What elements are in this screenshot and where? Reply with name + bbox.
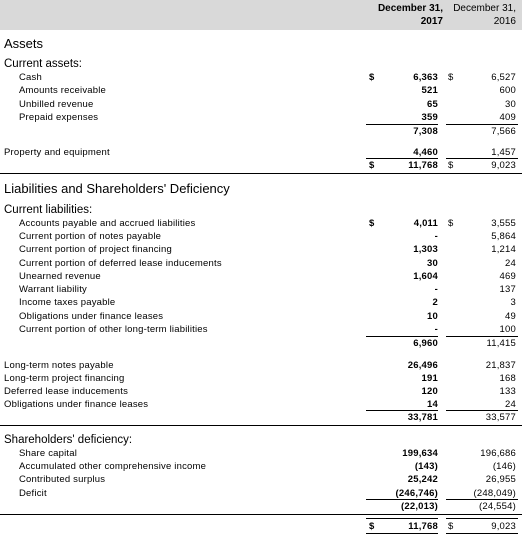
table-row [0,398,522,411]
value-2016: 133 [499,386,516,397]
table-row [0,243,522,256]
table-row [0,372,522,385]
row-label: Long-term notes payable [4,360,114,371]
currency-2016: $ [448,72,454,83]
table-row [0,71,522,84]
table-row [0,270,522,283]
value-2016: 3 [510,297,516,308]
table-row [0,217,522,230]
value-2017: 10 [427,311,438,322]
value-2016: 7,566 [491,126,516,137]
double-underline [446,533,518,534]
table-row [0,98,522,111]
value-2016: 11,415 [486,338,516,349]
value-2016: 168 [499,373,516,384]
row-label: Current portion of notes payable [19,231,162,242]
column-header-2016-line2: 2016 [493,16,516,27]
subtotal-row [0,337,522,350]
value-2016: 100 [499,324,516,335]
subtotal-row [0,125,522,138]
row-label: Amounts receivable [19,85,107,96]
table-row [0,84,522,97]
value-2017: 11,768 [408,521,438,532]
table-row [0,323,522,336]
currency-2017: $ [369,521,375,532]
subsection-title-current-assets: Current assets: [4,58,82,70]
row-label: Accounts payable and accrued liabilities [19,218,196,229]
row-label: Accumulated other comprehensive income [19,461,207,472]
value-2016: 21,837 [485,360,516,371]
table-row [0,460,522,473]
table-row [0,359,522,372]
section-title-liabilities: Liabilities and Shareholders' Deficiency [4,181,230,196]
value-2017: 26,496 [407,360,438,371]
value-2016: 26,955 [485,474,516,485]
value-2016: 9,023 [491,160,516,171]
currency-2017: $ [369,160,375,171]
value-2016: 469 [499,271,516,282]
section-divider [0,514,522,515]
value-2016: 49 [505,311,516,322]
value-2016: 9,023 [491,521,516,532]
value-2016: 196,686 [480,448,516,459]
column-header-band [0,0,522,30]
value-2017: 6,960 [413,338,438,349]
value-2017: - [434,324,438,335]
value-2017: (246,746) [395,488,438,499]
currency-2016: $ [448,160,454,171]
value-2017: 11,768 [408,160,438,171]
value-2017: 30 [427,258,438,269]
row-label: Long-term project financing [4,373,125,384]
value-2017: 199,634 [402,448,438,459]
table-row [0,487,522,500]
value-2017: 65 [427,99,438,110]
row-label: Share capital [19,448,78,459]
value-2017: 25,242 [407,474,438,485]
value-2017: 7,308 [413,126,438,137]
table-row [0,385,522,398]
value-2016: 30 [505,99,516,110]
value-2016: 5,864 [491,231,516,242]
table-row [0,310,522,323]
currency-2016: $ [448,218,454,229]
value-2017: 2 [432,297,438,308]
value-2017: 14 [427,399,438,410]
row-label: Prepaid expenses [19,112,99,123]
table-row [0,473,522,486]
row-label: Cash [19,72,42,83]
rule-line [446,518,518,519]
grand-total-row [0,520,522,533]
value-2016: (24,554) [479,501,516,512]
value-2016: 33,577 [485,412,516,423]
subtotal-row [0,500,522,513]
table-row [0,146,522,159]
subsection-title-current-liabilities: Current liabilities: [4,204,93,216]
value-2016: 6,527 [491,72,516,83]
table-row [0,230,522,243]
subtotal-row [0,411,522,424]
row-label: Property and equipment [4,147,110,158]
row-label: Current portion of other long-term liabilities [19,324,208,335]
column-header-2016-line1: December 31, [453,3,516,14]
currency-2016: $ [448,521,454,532]
value-2017: 1,604 [413,271,438,282]
row-label: Warrant liability [19,284,87,295]
currency-2017: $ [369,218,375,229]
value-2017: 521 [421,85,438,96]
row-label: Obligations under finance leases [19,311,164,322]
row-label: Current portion of project financing [19,244,172,255]
value-2017: 1,303 [413,244,438,255]
value-2017: 191 [421,373,438,384]
subsection-title-shareholders-deficiency: Shareholders' deficiency: [4,434,133,446]
row-label: Obligations under finance leases [4,399,149,410]
value-2016: 1,214 [491,244,516,255]
value-2016: 1,457 [491,147,516,158]
value-2017: 4,011 [413,218,438,229]
section-title-assets: Assets [4,36,44,51]
value-2016: 3,555 [491,218,516,229]
column-header-2017-line2: 2017 [420,16,443,27]
row-label: Deficit [19,488,47,499]
total-row [0,159,522,172]
value-2016: 137 [499,284,516,295]
table-row [0,111,522,124]
value-2016: (146) [492,461,516,472]
table-row [0,283,522,296]
row-label: Current portion of deferred lease inducements [19,258,222,269]
value-2017: - [434,284,438,295]
value-2016: (248,049) [473,488,516,499]
value-2017: 4,460 [413,147,438,158]
double-underline [366,533,438,534]
table-row [0,257,522,270]
rule-line [366,518,438,519]
value-2016: 600 [499,85,516,96]
table-row [0,296,522,309]
column-header-2016 [444,2,516,28]
value-2017: (143) [414,461,438,472]
value-2017: 359 [421,112,438,123]
row-label: Contributed surplus [19,474,106,485]
value-2016: 409 [499,112,516,123]
value-2016: 24 [505,399,516,410]
column-header-2017-line1: December 31, [377,3,443,14]
row-label: Deferred lease inducements [4,386,129,397]
currency-2017: $ [369,72,375,83]
value-2017: (22,013) [401,501,438,512]
row-label: Income taxes payable [19,297,116,308]
value-2017: 33,781 [407,412,438,423]
table-row [0,447,522,460]
value-2017: 120 [421,386,438,397]
value-2017: 6,363 [413,72,438,83]
section-divider [0,425,522,426]
value-2017: - [434,231,438,242]
column-header-2017 [357,2,443,28]
row-label: Unbilled revenue [19,99,94,110]
value-2016: 24 [505,258,516,269]
total-underline [0,173,522,174]
row-label: Unearned revenue [19,271,101,282]
